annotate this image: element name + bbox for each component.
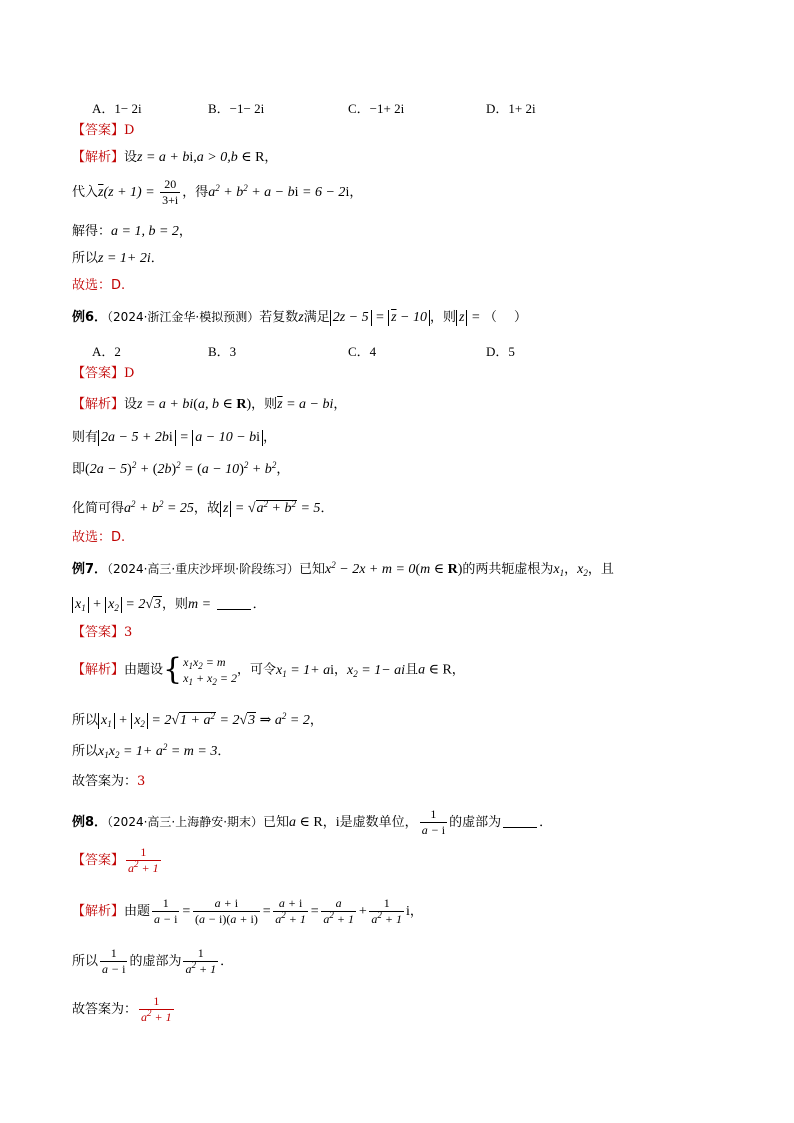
fraction: $\frac{a + i}{(a - i)(a + i)}$ xyxy=(194,896,258,927)
q7-analysis-line2: 所以 $x_1 + x_2 = 2√1 + a^2 = 2√3$ ⇒ $a^2 = 2$， xyxy=(72,711,323,729)
fraction: $\frac{a}{a^2 + 1}$ xyxy=(323,896,354,927)
q8-analysis-line2: 所以 $\frac{1}{a - i}$ 的虚部为 $\frac{1}{a^2 + 1}$ ． xyxy=(72,946,234,977)
q6-analysis-line1: 【解析】设z = a + bi(a, b ∈ R)，则$\overline{z} = a$ − bi， xyxy=(72,397,347,412)
option-b: B．3 xyxy=(208,344,237,359)
q6-stem: 例6．（2024·浙江金华·模拟预测）若复数z满足 $2z - 5 = \overline{z} - 10$ ，则 z = （ ） xyxy=(72,310,528,325)
q5-answer: 【答案】D xyxy=(72,123,135,138)
q7-analysis-line3: 所以$x_1x_2 = 1+ a^2 = m = 3$． xyxy=(72,742,231,760)
q7-analysis-line1: 【解析】由题设 { $x_1x_2 = m$ $x_1 + x_2 = 2$ ，可令$x_1 = 1+$ ai，$x_2 = 1-$ ai且a ∈ R， xyxy=(72,652,465,688)
q8-analysis-line1: 【解析】由题 $\frac{1}{a - i}$ = $\frac{a + i}{(a - i)(a + i)}$ = $\frac{a + i}{a^2 + 1}$ = $\frac{a}{a^2 + 1}$ + $\frac{1}{a^2 + 1}$ i， xyxy=(72,896,423,927)
q7-stem-line2: $x_1 + x_2 = 2√3$，则m = ． xyxy=(72,596,266,614)
q5-analysis-line1: 【解析】设z = a + bi,a > 0,b ∈ R， xyxy=(72,150,278,165)
q5-choose: 故选：D. xyxy=(72,278,126,293)
q6-analysis-line4: 化简可得$a^2 + b^2 = 25$，故 $z = √a^2 + b^2 = 5$． xyxy=(72,499,334,516)
fraction: $\frac{1}{a - i}$ xyxy=(421,807,446,838)
q6-choose: 故选：D. xyxy=(72,530,126,545)
answer-blank xyxy=(503,827,537,828)
q7-stem-line1: 例7．（2024·高三·重庆沙坪坝·阶段练习）已知$x^2 - 2x + m = 0(m$ ∈ R)的两共轭虚根为$x_1$，$x_2$，且 xyxy=(72,560,614,578)
fraction: $\frac{1}{a - i}$ xyxy=(154,896,178,927)
option-b: B．−1− 2i xyxy=(208,101,265,116)
option-d: D．5 xyxy=(486,344,515,359)
option-c: C．4 xyxy=(348,344,377,359)
fraction: $\frac{20}{3+i}$ xyxy=(162,177,179,208)
q8-final: 故答案为： $\frac{1}{a^2 + 1}$ xyxy=(72,994,172,1025)
fraction: $\frac{1}{a^2 + 1}$ xyxy=(141,994,172,1025)
q5-analysis-line4: 所以z = 1+ 2i． xyxy=(72,251,164,266)
fraction: $\frac{1}{a - i}$ xyxy=(102,946,126,977)
q8-answer: 【答案】 $\frac{1}{a^2 + 1}$ xyxy=(72,845,159,876)
fraction: $\frac{a + i}{a^2 + 1}$ xyxy=(275,896,306,927)
option-a: A．2 xyxy=(92,344,121,359)
q5-analysis-line3: 解得：a = 1, b = 2， xyxy=(72,224,192,239)
option-a: A．1− 2i xyxy=(92,101,142,116)
q6-answer: 【答案】D xyxy=(72,366,135,381)
q6-analysis-line3: 即$(2a - 5)^2 + (2b)^2 = (a - 10)^2 + b^2$， xyxy=(72,460,290,477)
q5-analysis-line2: 代入$\overline{z}(z + 1)$ = $\frac{20}{3+i}$ ，得$a^2 + b^2 + a$ − bi = 6 − 2i， xyxy=(72,177,363,208)
fraction: $\frac{1}{a^2 + 1}$ xyxy=(371,896,403,927)
equation-system: { $x_1x_2 = m$ $x_1 + x_2 = 2$ xyxy=(163,652,237,688)
q8-stem: 例8．（2024·高三·上海静安·期末）已知a ∈ R，i是虚数单位， $\frac{1}{a - i}$ 的虚部为 ． xyxy=(72,807,553,838)
answer-blank xyxy=(217,609,251,610)
option-c: C．−1+ 2i xyxy=(348,101,405,116)
q7-answer: 【答案】3 xyxy=(72,625,133,640)
fraction: $\frac{1}{a^2 + 1}$ xyxy=(185,946,217,977)
option-d: D．1+ 2i xyxy=(486,101,536,116)
q7-final: 故答案为：3 xyxy=(72,774,146,789)
fraction: $\frac{1}{a^2 + 1}$ xyxy=(128,845,159,876)
q6-analysis-line2: 则有 2a − 5 + 2bi = a − 10 − bi ， xyxy=(72,430,277,445)
